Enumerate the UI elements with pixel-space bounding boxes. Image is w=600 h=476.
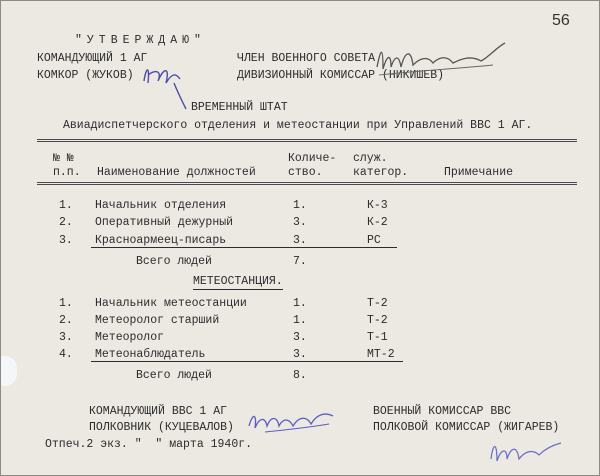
row-position: Оперативный дежурный: [95, 216, 234, 229]
header-num: № №: [53, 152, 74, 165]
print-note: Отпеч.2 экз. " " марта 1940г.: [45, 438, 253, 451]
commissar-title: ВОЕННЫЙ КОМИССАР ВВС: [373, 405, 512, 418]
row-quantity: 1.: [293, 297, 307, 310]
row-quantity: 1.: [293, 314, 307, 327]
zhigarev-signature: [485, 431, 565, 473]
row-num: 2.: [59, 216, 73, 229]
section2-title: МЕТЕОСТАНЦИЯ.: [193, 275, 283, 288]
paper-smudge: [1, 356, 17, 386]
row-quantity: 3.: [293, 216, 307, 229]
commissar-name: ПОЛКОВОЙ КОМИССАР (ЖИГАРЕВ): [373, 421, 560, 434]
row-quantity: 1.: [293, 199, 307, 212]
approval-commander: КОМАНДУЮЩИЙ 1 АГ: [37, 52, 148, 65]
row-num: 3.: [59, 234, 73, 247]
row-quantity: 3.: [293, 348, 307, 361]
header-rule-top: [37, 139, 577, 142]
page-number: 56: [552, 12, 570, 29]
row-quantity: 3.: [293, 331, 307, 344]
row-position: Красноармеец-писарь: [95, 234, 227, 247]
row-position: Начальник метеостанции: [95, 297, 247, 310]
row-position: Метеонаблюдатель: [95, 348, 206, 361]
header-position-name: Наименование должностей: [97, 166, 256, 179]
row-category: К-3: [367, 199, 388, 212]
zhukov-signature: [136, 53, 196, 113]
section2-underline: [91, 361, 403, 362]
kutsevalov-signature: [245, 406, 345, 442]
row-num: 4.: [59, 348, 73, 361]
row-num: 3.: [59, 331, 73, 344]
row-category: К-2: [367, 216, 388, 229]
row-position: Начальник отделения: [95, 199, 227, 212]
row-num: 1.: [59, 199, 73, 212]
row-num: 1.: [59, 297, 73, 310]
commander-title: КОМАНДУЮЩИЙ ВВС 1 АГ: [89, 405, 228, 418]
nikishev-signature: [373, 37, 513, 83]
document-subtitle: Авиадиспетчерского отделения и метеостанции при Управлений ВВС 1 АГ.: [63, 119, 533, 132]
section1-total-value: 7.: [293, 255, 307, 268]
header-quantity: Количе-: [288, 152, 337, 165]
header-note: Примечание: [444, 166, 514, 179]
approval-stamp: "УТВЕРЖДАЮ": [75, 34, 206, 47]
commander-name: ПОЛКОВНИК (КУЦЕВАЛОВ): [89, 421, 234, 434]
header-category: служ.: [353, 152, 388, 165]
approval-rank: КОМКОР (ЖУКОВ): [37, 69, 134, 82]
section2-total-label: Всего людей: [136, 369, 212, 382]
council-member: ЧЛЕН ВОЕННОГО СОВЕТА: [237, 52, 376, 65]
document-title: ВРЕМЕННЫЙ ШТАТ: [191, 101, 288, 114]
row-category: Т-2: [367, 297, 388, 310]
section1-underline: [91, 247, 397, 248]
row-category: МТ-2: [367, 348, 395, 361]
row-position: Метеоролог старший: [95, 314, 220, 327]
header-category-2: категор.: [353, 166, 409, 179]
header-rule-bottom: [37, 182, 577, 185]
section1-total-label: Всего людей: [136, 255, 212, 268]
row-position: Метеоролог: [95, 331, 165, 344]
row-category: РС: [367, 234, 381, 247]
section2-total-value: 8.: [293, 369, 307, 382]
row-num: 2.: [59, 314, 73, 327]
row-category: Т-2: [367, 314, 388, 327]
row-category: Т-1: [367, 331, 388, 344]
header-num-2: п.п.: [53, 166, 81, 179]
row-quantity: 3.: [293, 234, 307, 247]
council-rank: ДИВИЗИОННЫЙ КОМИССАР (НИКИШЕВ): [237, 69, 445, 82]
header-quantity-2: ство.: [288, 166, 323, 179]
